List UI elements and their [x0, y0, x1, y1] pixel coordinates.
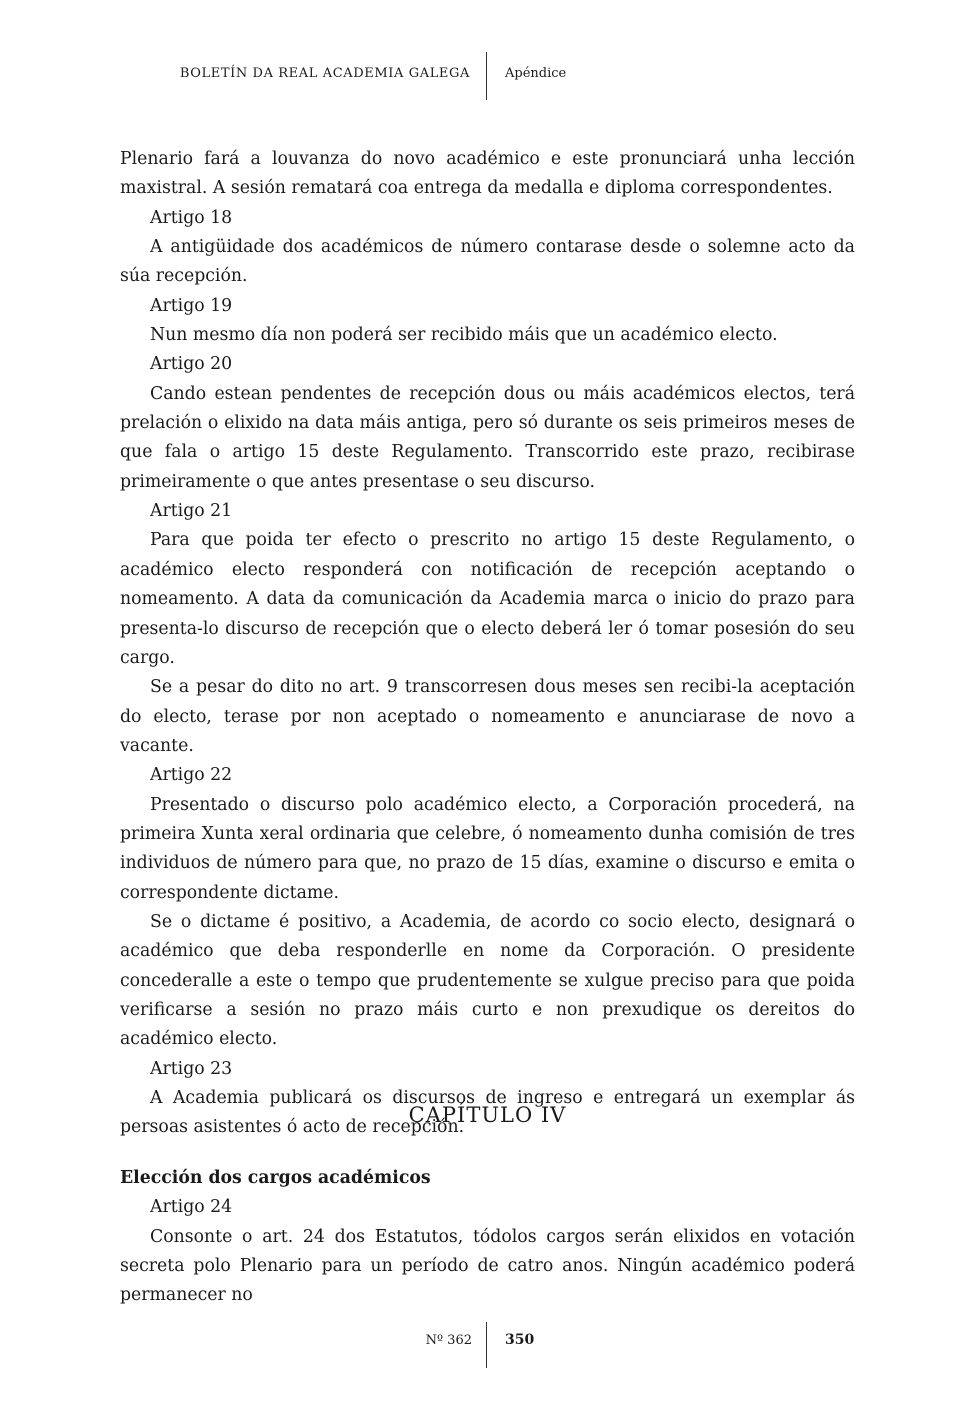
article-heading: Artigo 19 — [150, 295, 233, 316]
paragraph: Para que poida ter efecto o prescrito no artigo 15 deste Regulamento, o académico electo responderá con notificación de recepción aceptando o nomeamento. A data da comunicación da Academia marca o inicio do prazo para presenta-lo discurso de recepción que o electo deberá ler ó tomar posesión do seu cargo. — [120, 530, 855, 668]
journal-title: BOLETÍN DA REAL ACADEMIA GALEGA — [179, 66, 470, 81]
paragraph: A Academia publicará os discursos de ingreso e entregará un exemplar ás persoas asistentes ó acto de recepción. — [120, 1088, 855, 1138]
article-heading: Artigo 18 — [150, 207, 233, 228]
paragraph: Se a pesar do dito no art. 9 transcorresen dous meses sen recibi-la aceptación do electo, terase por non aceptado o nomeamento e anunciarase de novo a vacante. — [120, 677, 855, 756]
chapter-title: CAPÍTULO IV — [408, 1103, 567, 1127]
article-heading: Artigo 24 — [150, 1197, 233, 1218]
page-footer — [0, 1322, 975, 1370]
issue-number: Nº 362 — [425, 1333, 472, 1348]
running-header — [0, 50, 975, 100]
paragraph: Plenario fará a louvanza do novo académico e este pronunciará unha lección maxistral. A sesión rematará coa entrega da medalla e diploma correspondentes. — [120, 149, 855, 199]
chapter-body — [120, 1164, 855, 1311]
paragraph: Nun mesmo día non poderá ser recibido máis que un académico electo. — [150, 325, 778, 346]
section-subheading: Elección dos cargos académicos — [120, 1168, 431, 1188]
article-heading: Artigo 21 — [150, 501, 233, 522]
article-heading: Artigo 22 — [150, 765, 233, 786]
paragraph: Consonte o art. 24 dos Estatutos, tódolos cargos serán elixidos en votación secreta polo Plenario para un período de catro anos. Ningún académico poderá permanecer no — [120, 1226, 855, 1306]
header-divider — [486, 52, 487, 100]
body-text — [120, 145, 855, 1143]
footer-divider — [486, 1322, 487, 1368]
article-heading: Artigo 23 — [150, 1058, 233, 1079]
paragraph: A antigüidade dos académicos de número contarase desde o solemne acto da súa recepción. — [120, 237, 855, 287]
article-heading: Artigo 20 — [150, 354, 233, 375]
page-number: 350 — [505, 1332, 535, 1348]
paragraph: Se o dictame é positivo, a Academia, de acordo co socio electo, designará o académico que deba responderlle en nome da Corporación. O presidente concederalle a este o tempo que prudentemente se xulgue preciso para que poida verificarse a sesión no prazo máis curto e non prexudique os dereitos do académico electo. — [120, 911, 855, 1050]
paragraph: Cando estean pendentes de recepción dous ou máis académicos electos, terá prelación o elixido na data máis antiga, pero só durante os seis primeiros meses de que fala o artigo 15 deste Regulamento. Transcorrido este prazo, recibirase primeiramente o que antes presentase o seu discurso. — [120, 383, 855, 492]
section-name: Apéndice — [505, 66, 567, 81]
paragraph: Presentado o discurso polo académico electo, a Corporación procederá, na primeira Xunta xeral ordinaria que celebre, ó nomeamento dunha comisión de tres individuos de número para que, no prazo de 15 días, examine o discurso e emita o correspondente dictame. — [120, 794, 855, 903]
